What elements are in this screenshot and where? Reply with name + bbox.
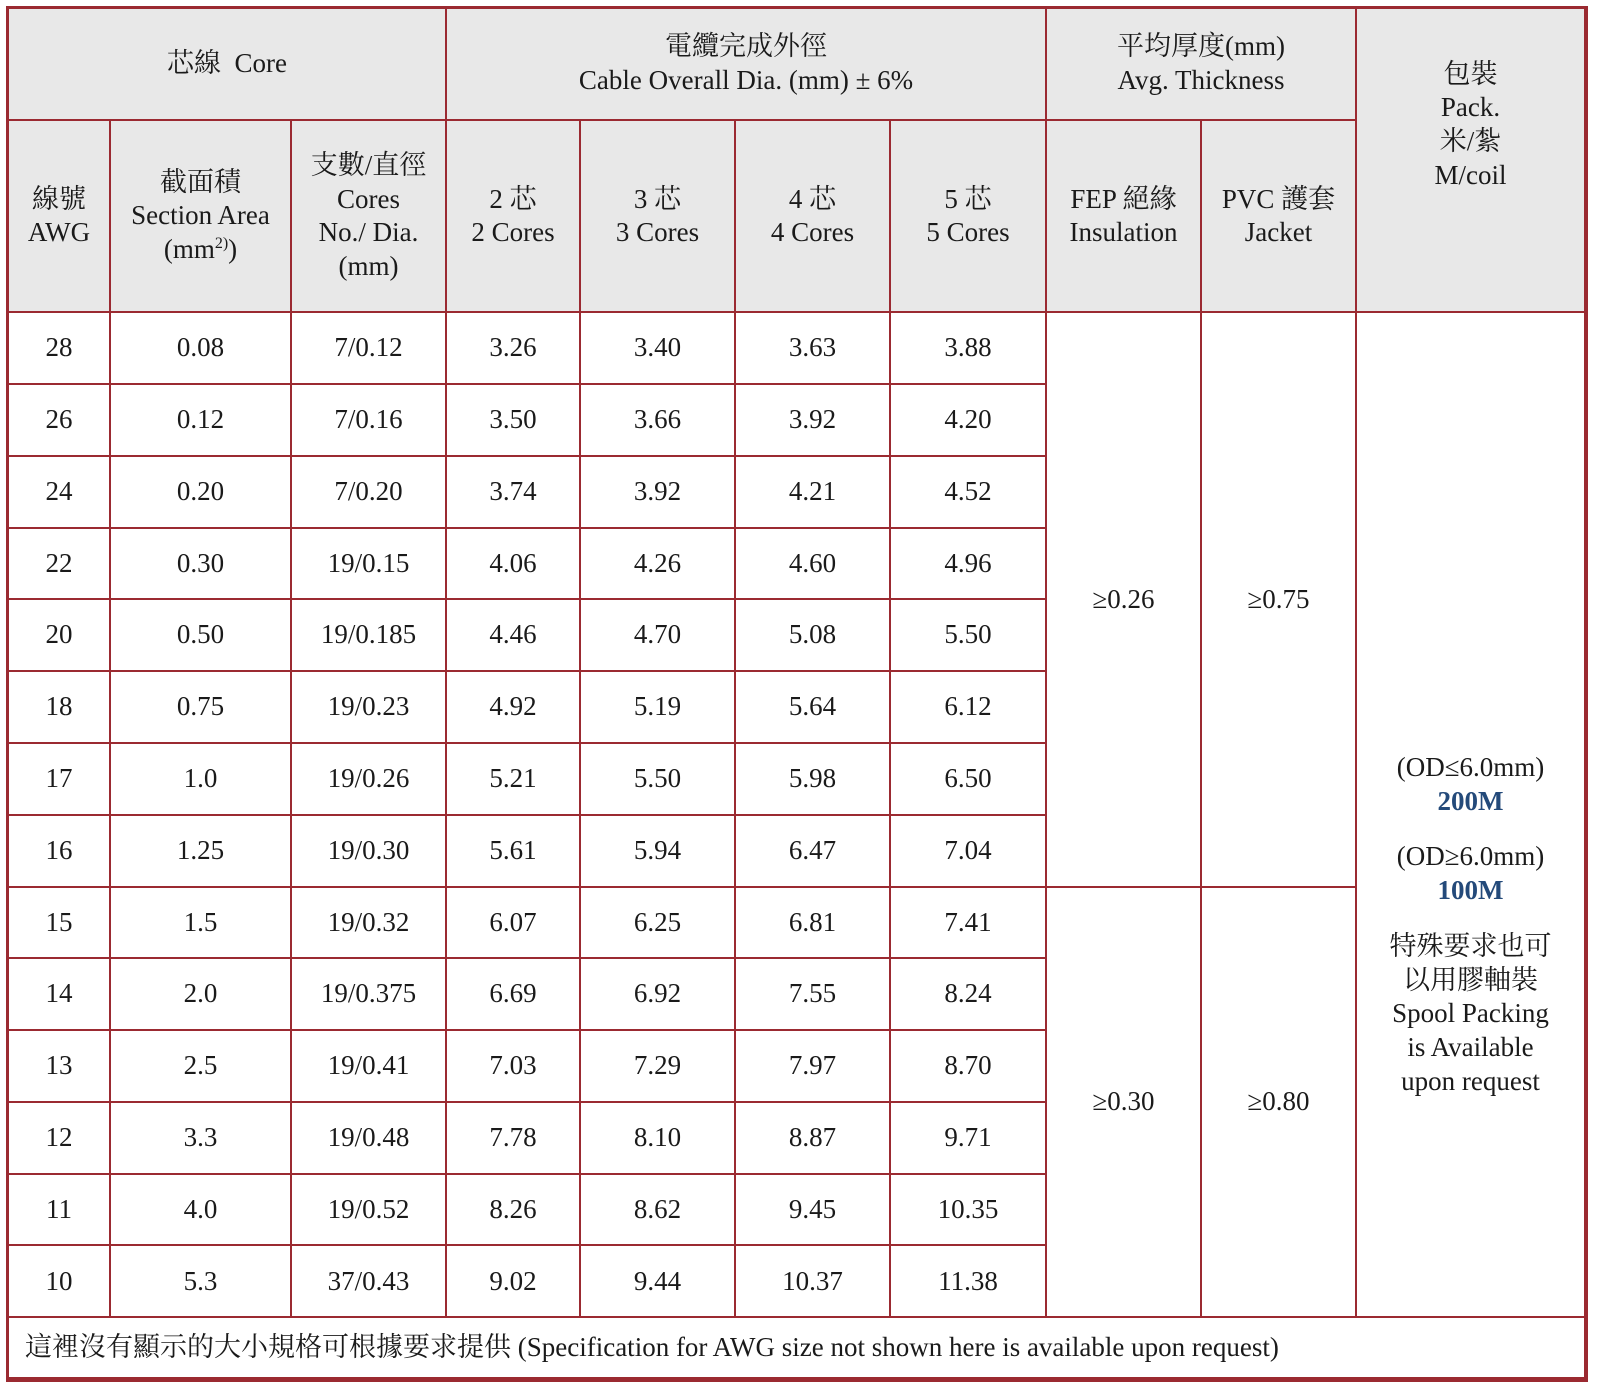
od-4-cores-cell: 8.87: [735, 1102, 890, 1174]
cores-dia-cell: 7/0.20: [291, 456, 446, 528]
od-5-cores-cell: 10.35: [890, 1174, 1046, 1246]
pack-note-zh-1: 特殊要求也可: [1389, 930, 1552, 961]
fep-thickness-group-2: ≥0.30: [1046, 887, 1201, 1318]
five-cores-label-zh: 5 芯: [944, 183, 992, 214]
fep-thickness-group-1: ≥0.26: [1046, 312, 1201, 886]
section-area-cell: 0.50: [110, 599, 291, 671]
od-3-cores-cell: 6.92: [580, 958, 735, 1030]
od-4-cores-cell: 4.60: [735, 528, 890, 600]
od-4-cores-cell: 5.08: [735, 599, 890, 671]
section-area-cell: 2.0: [110, 958, 291, 1030]
fep-label-zh: FEP 絕緣: [1070, 183, 1177, 214]
od-4-cores-cell: 6.47: [735, 815, 890, 887]
footer-row: [9, 1317, 1585, 1378]
od-2-cores-cell: 3.50: [446, 384, 580, 456]
od-3-cores-cell: 3.40: [580, 312, 735, 384]
od-2-cores-cell: 5.21: [446, 743, 580, 815]
section-area-cell: 1.0: [110, 743, 291, 815]
od-5-cores-cell: 4.20: [890, 384, 1046, 456]
three-cores-header: [580, 120, 735, 312]
awg-cell: 28: [9, 312, 110, 384]
cable-spec-table: [9, 9, 1586, 1379]
pack-note-en-1: Spool Packing: [1392, 998, 1549, 1029]
cores-dia-cell: 19/0.375: [291, 958, 446, 1030]
od-2-cores-cell: 5.61: [446, 815, 580, 887]
overall-dia-group-header: [446, 9, 1046, 120]
od-2-cores-cell: 4.92: [446, 671, 580, 743]
section-area-label-en: Section Area: [131, 200, 270, 231]
awg-cell: 24: [9, 456, 110, 528]
section-area-cell: 2.5: [110, 1030, 291, 1102]
overall-dia-label-zh: 電纜完成外徑: [665, 31, 828, 62]
awg-cell: 15: [9, 887, 110, 959]
od-2-cores-cell: 3.26: [446, 312, 580, 384]
pack-length-1: 200M: [1437, 785, 1504, 816]
od-4-cores-cell: 5.98: [735, 743, 890, 815]
footer-note: 這裡沒有顯示的大小規格可根據要求提供 (Specification for AWG size not shown here is available upon request): [9, 1317, 1585, 1378]
od-5-cores-cell: 8.70: [890, 1030, 1046, 1102]
pack-note-zh-2: 以用膠軸裝: [1403, 964, 1539, 995]
cores-dia-cell: 19/0.48: [291, 1102, 446, 1174]
od-2-cores-cell: 7.03: [446, 1030, 580, 1102]
od-4-cores-cell: 9.45: [735, 1174, 890, 1246]
core-group-label: 芯線 Core: [167, 48, 287, 79]
awg-cell: 16: [9, 815, 110, 887]
od-3-cores-cell: 4.26: [580, 528, 735, 600]
cores-dia-cell: 19/0.52: [291, 1174, 446, 1246]
section-area-header: [110, 120, 291, 312]
five-cores-label-en: 5 Cores: [926, 217, 1010, 248]
cores-dia-cell: 19/0.41: [291, 1030, 446, 1102]
pvc-thickness-group-2: ≥0.80: [1201, 887, 1356, 1318]
section-area-cell: 1.25: [110, 815, 291, 887]
awg-cell: 12: [9, 1102, 110, 1174]
overall-dia-label-en: Cable Overall Dia. (mm) ± 6%: [578, 65, 914, 96]
four-cores-header: [735, 120, 890, 312]
awg-cell: 10: [9, 1245, 110, 1317]
table-row: [9, 312, 1585, 384]
pack-label-zh: 包裝: [1443, 58, 1498, 89]
od-5-cores-cell: 4.96: [890, 528, 1046, 600]
awg-cell: 20: [9, 599, 110, 671]
od-5-cores-cell: 5.50: [890, 599, 1046, 671]
od-3-cores-cell: 3.92: [580, 456, 735, 528]
thickness-label-zh: 平均厚度(mm): [1117, 31, 1286, 62]
header-row-1: [9, 9, 1585, 120]
awg-cell: 17: [9, 743, 110, 815]
od-2-cores-cell: 4.06: [446, 528, 580, 600]
pack-label-en: Pack.: [1440, 92, 1501, 123]
awg-cell: 22: [9, 528, 110, 600]
three-cores-label-en: 3 Cores: [615, 217, 700, 248]
cores-label-en-3: (mm): [338, 251, 399, 281]
five-cores-header: [890, 120, 1046, 312]
od-4-cores-cell: 3.92: [735, 384, 890, 456]
od-4-cores-cell: 7.55: [735, 958, 890, 1030]
pvc-label-zh: PVC 護套: [1221, 183, 1336, 214]
section-area-cell: 4.0: [110, 1174, 291, 1246]
pack-header: [1356, 9, 1585, 312]
od-2-cores-cell: 6.69: [446, 958, 580, 1030]
thickness-group-header: [1046, 9, 1356, 120]
pack-condition-1: (OD≤6.0mm): [1396, 751, 1545, 782]
fep-label-en: Insulation: [1069, 217, 1178, 248]
pack-unit-zh: 米/紮: [1439, 126, 1502, 157]
cores-label-en-2: No./ Dia.: [318, 217, 419, 248]
section-area-cell: 5.3: [110, 1245, 291, 1317]
two-cores-label-zh: 2 芯: [489, 183, 537, 214]
awg-cell: 13: [9, 1030, 110, 1102]
od-5-cores-cell: 7.04: [890, 815, 1046, 887]
pvc-thickness-group-1: ≥0.75: [1201, 312, 1356, 886]
od-5-cores-cell: 4.52: [890, 456, 1046, 528]
od-3-cores-cell: 9.44: [580, 1245, 735, 1317]
cores-header: [291, 120, 446, 312]
pack-length-2: 100M: [1437, 875, 1504, 906]
od-3-cores-cell: 5.19: [580, 671, 735, 743]
thickness-label-en: Avg. Thickness: [1117, 65, 1285, 96]
cores-dia-cell: 19/0.32: [291, 887, 446, 959]
pack-note-en-2: is Available: [1407, 1032, 1534, 1063]
od-3-cores-cell: 5.50: [580, 743, 735, 815]
od-4-cores-cell: 7.97: [735, 1030, 890, 1102]
od-5-cores-cell: 8.24: [890, 958, 1046, 1030]
cores-dia-cell: 19/0.26: [291, 743, 446, 815]
cores-dia-cell: 19/0.30: [291, 815, 446, 887]
cores-dia-cell: 7/0.16: [291, 384, 446, 456]
od-3-cores-cell: 7.29: [580, 1030, 735, 1102]
awg-cell: 26: [9, 384, 110, 456]
od-2-cores-cell: 4.46: [446, 599, 580, 671]
pack-condition-2: (OD≥6.0mm): [1396, 841, 1545, 872]
cores-dia-cell: 7/0.12: [291, 312, 446, 384]
section-area-unit: $(mm^{2)})$: [163, 234, 238, 265]
header-row-2: [9, 120, 1585, 312]
od-3-cores-cell: 5.94: [580, 815, 735, 887]
od-5-cores-cell: 6.12: [890, 671, 1046, 743]
pack-unit-en: M/coil: [1434, 159, 1507, 190]
pack-info-cell: [1356, 312, 1585, 1317]
od-2-cores-cell: 8.26: [446, 1174, 580, 1246]
od-3-cores-cell: 8.10: [580, 1102, 735, 1174]
pvc-label-en: Jacket: [1244, 217, 1313, 248]
awg-cell: 11: [9, 1174, 110, 1246]
od-2-cores-cell: 3.74: [446, 456, 580, 528]
section-area-cell: 0.30: [110, 528, 291, 600]
section-area-cell: 0.20: [110, 456, 291, 528]
od-5-cores-cell: 3.88: [890, 312, 1046, 384]
cores-dia-cell: 19/0.23: [291, 671, 446, 743]
od-5-cores-cell: 7.41: [890, 887, 1046, 959]
cores-dia-cell: 19/0.185: [291, 599, 446, 671]
cores-label-en-1: Cores: [337, 183, 400, 214]
pack-note-en-3: upon request: [1401, 1065, 1540, 1096]
section-area-cell: 0.08: [110, 312, 291, 384]
two-cores-header: [446, 120, 580, 312]
od-5-cores-cell: 9.71: [890, 1102, 1046, 1174]
od-4-cores-cell: 3.63: [735, 312, 890, 384]
pvc-jacket-header: [1201, 120, 1356, 312]
od-3-cores-cell: 3.66: [580, 384, 735, 456]
od-3-cores-cell: 6.25: [580, 887, 735, 959]
section-area-label-zh: 截面積: [160, 166, 241, 197]
section-area-cell: 0.75: [110, 671, 291, 743]
od-4-cores-cell: 6.81: [735, 887, 890, 959]
three-cores-label-zh: 3 芯: [633, 183, 682, 214]
awg-cell: 18: [9, 671, 110, 743]
od-3-cores-cell: 8.62: [580, 1174, 735, 1246]
fep-insulation-header: [1046, 120, 1201, 312]
two-cores-label-en: 2 Cores: [471, 217, 555, 248]
od-5-cores-cell: 6.50: [890, 743, 1046, 815]
table-row: [9, 887, 1585, 959]
od-2-cores-cell: 6.07: [446, 887, 580, 959]
od-3-cores-cell: 4.70: [580, 599, 735, 671]
section-area-cell: 0.12: [110, 384, 291, 456]
awg-label-en: AWG: [27, 217, 91, 248]
cores-label-zh: 支數/直徑: [310, 149, 427, 180]
four-cores-label-en: 4 Cores: [770, 217, 855, 248]
od-4-cores-cell: 5.64: [735, 671, 890, 743]
cores-dia-cell: 37/0.43: [291, 1245, 446, 1317]
od-4-cores-cell: 4.21: [735, 456, 890, 528]
od-4-cores-cell: 10.37: [735, 1245, 890, 1317]
awg-header: [9, 120, 110, 312]
section-area-cell: 1.5: [110, 887, 291, 959]
od-2-cores-cell: 7.78: [446, 1102, 580, 1174]
od-2-cores-cell: 9.02: [446, 1245, 580, 1317]
cores-dia-cell: 19/0.15: [291, 528, 446, 600]
od-5-cores-cell: 11.38: [890, 1245, 1046, 1317]
core-group-header: [9, 9, 446, 120]
four-cores-label-zh: 4 芯: [788, 183, 837, 214]
spec-table-frame: [6, 6, 1588, 1382]
awg-label-zh: 線號: [32, 183, 86, 214]
section-area-cell: 3.3: [110, 1102, 291, 1174]
awg-cell: 14: [9, 958, 110, 1030]
